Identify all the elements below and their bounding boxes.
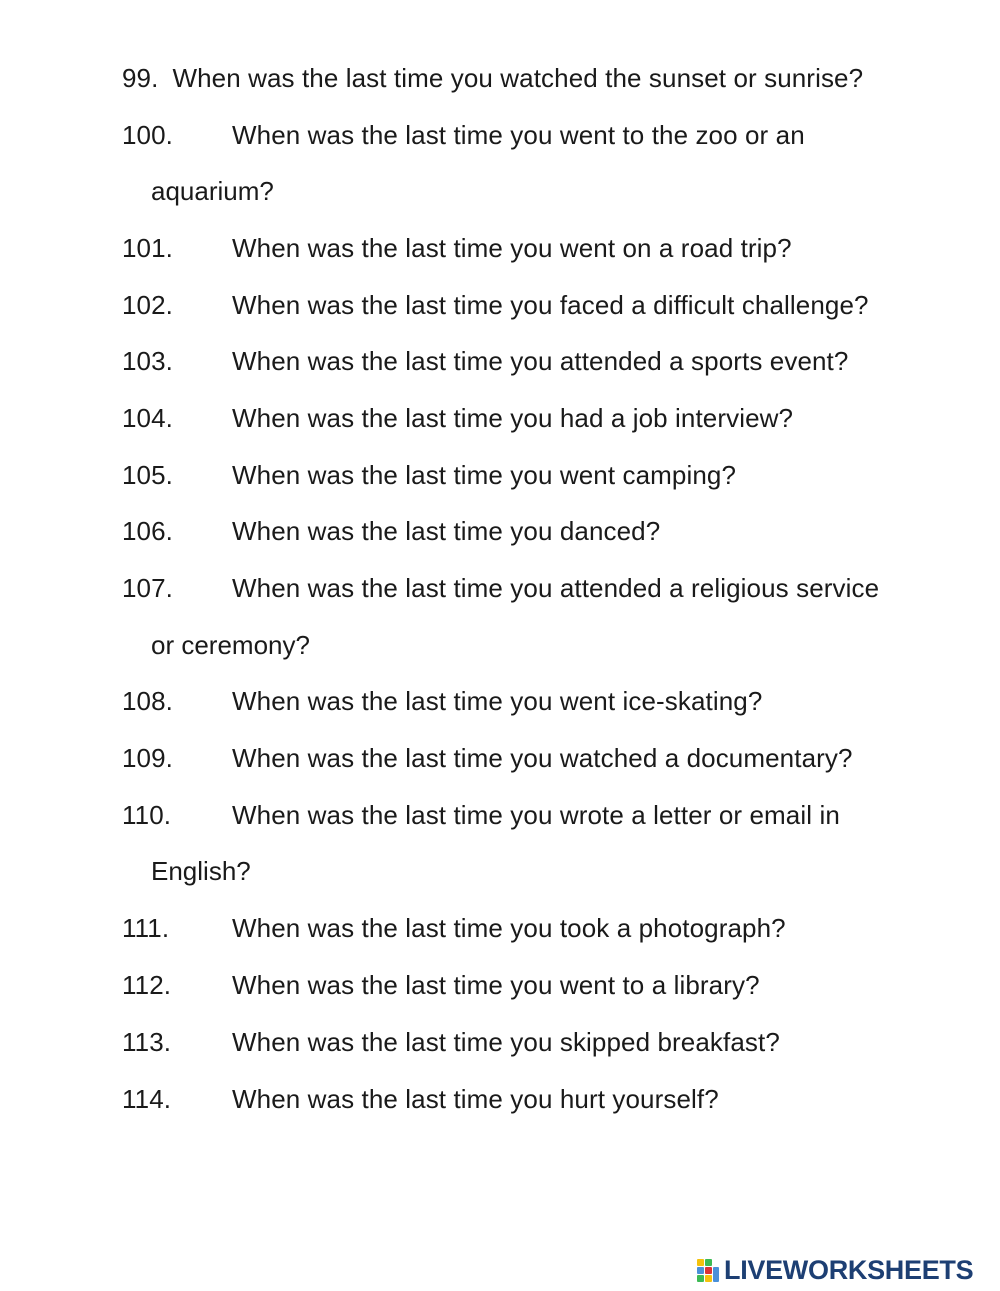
- question-text: When was the last time you watched the sunset or sunrise?: [172, 63, 864, 93]
- question-text: When was the last time you went camping?: [232, 460, 737, 490]
- question-107-continuation: or ceremony?: [151, 630, 310, 660]
- question-114: [122, 1084, 719, 1114]
- question-112: [122, 970, 760, 1000]
- liveworksheets-logo-icon: [697, 1257, 721, 1283]
- question-113: [122, 1027, 780, 1057]
- question-100-continuation: aquarium?: [151, 176, 274, 206]
- question-number: 111.: [122, 913, 170, 943]
- question-text: When was the last time you attended a religious service: [232, 573, 880, 603]
- question-110-continuation: English?: [151, 856, 251, 886]
- question-number: 102.: [122, 290, 174, 320]
- question-text: When was the last time you danced?: [232, 516, 661, 546]
- question-102: [122, 290, 869, 320]
- question-100: [122, 120, 805, 150]
- question-109: [122, 743, 853, 773]
- question-number: 99.: [122, 63, 159, 93]
- question-number: 113.: [122, 1027, 172, 1057]
- question-text: When was the last time you went on a road trip?: [232, 233, 792, 263]
- question-text: When was the last time you attended a sports event?: [232, 346, 849, 376]
- question-text: When was the last time you took a photograph?: [232, 913, 786, 943]
- question-text: When was the last time you went to the zoo or an: [232, 120, 805, 150]
- question-105: [122, 460, 736, 490]
- question-107: [122, 573, 879, 603]
- question-number: 110.: [122, 800, 172, 830]
- question-101: [122, 233, 792, 263]
- question-number: 105.: [122, 460, 174, 490]
- question-110: [122, 800, 840, 830]
- question-number: 109.: [122, 743, 174, 773]
- question-number: 101.: [122, 233, 174, 263]
- question-text: When was the last time you had a job interview?: [232, 403, 794, 433]
- question-number: 114.: [122, 1084, 172, 1114]
- question-99: [122, 63, 863, 93]
- question-number: 104.: [122, 403, 174, 433]
- question-number: 103.: [122, 346, 174, 376]
- question-text: When was the last time you hurt yourself?: [232, 1084, 719, 1114]
- question-number: 112.: [122, 970, 172, 1000]
- question-number: 100.: [122, 120, 174, 150]
- question-number: 107.: [122, 573, 174, 603]
- question-104: [122, 403, 793, 433]
- question-text: When was the last time you wrote a letter or email in: [232, 800, 840, 830]
- question-number: 108.: [122, 686, 174, 716]
- question-text: When was the last time you skipped breakfast?: [232, 1027, 780, 1057]
- question-text: When was the last time you went ice-skating?: [232, 686, 763, 716]
- question-text: When was the last time you faced a difficult challenge?: [232, 290, 869, 320]
- liveworksheets-brand[interactable]: [697, 1254, 973, 1286]
- question-103: [122, 346, 848, 376]
- brand-name: LIVEWORKSHEETS: [724, 1254, 974, 1285]
- question-number: 106.: [122, 516, 174, 546]
- question-text: When was the last time you went to a library?: [232, 970, 760, 1000]
- question-106: [122, 516, 660, 546]
- question-111: [122, 913, 786, 943]
- question-108: [122, 686, 762, 716]
- question-text: When was the last time you watched a documentary?: [232, 743, 853, 773]
